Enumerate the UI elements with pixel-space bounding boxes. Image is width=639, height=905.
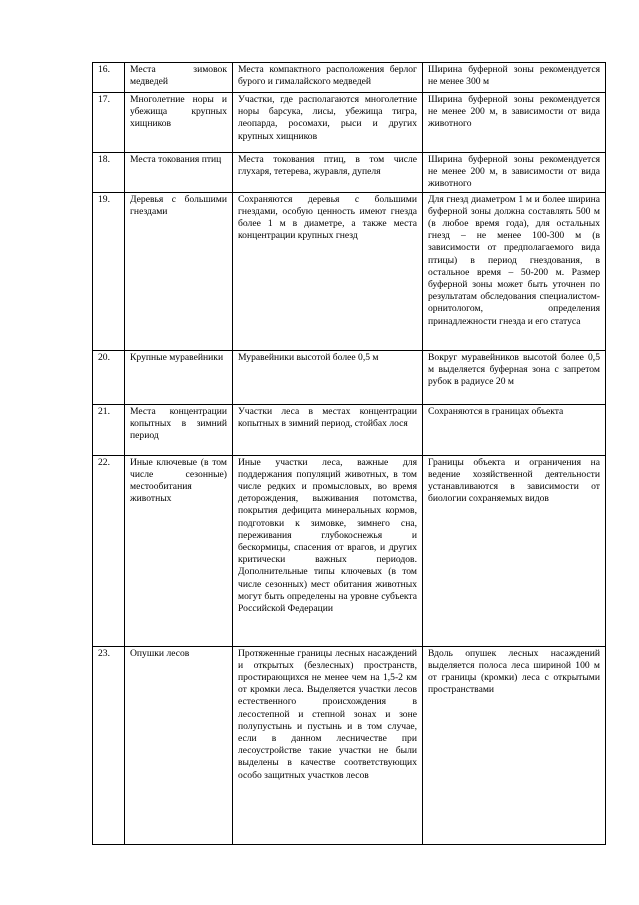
table-row bbox=[93, 63, 606, 93]
object-description: Места компактного расположения берлог бурого и гималайского медведей bbox=[233, 63, 423, 93]
buffer-zone-text: Ширина буферной зоны рекомендуется не менее 200 м, в зависимости от вида животного bbox=[423, 153, 606, 193]
row-number: 17. bbox=[93, 93, 125, 153]
object-name: Места зимовок медведей bbox=[125, 63, 233, 93]
table-row bbox=[93, 404, 606, 455]
table-row bbox=[93, 350, 606, 404]
object-name: Деревья с большими гнездами bbox=[125, 192, 233, 350]
object-name: Места концентрации копытных в зимний период bbox=[125, 404, 233, 455]
object-name: Места токования птиц bbox=[125, 153, 233, 193]
object-description: Муравейники высотой более 0,5 м bbox=[233, 350, 423, 404]
row-number: 22. bbox=[93, 455, 125, 646]
row-number: 20. bbox=[93, 350, 125, 404]
buffer-zone-text: Ширина буферной зоны рекомендуется не менее 300 м bbox=[423, 63, 606, 93]
object-description: Участки, где располагаются многолетние норы барсука, лисы, убежища тигра, леопарда, росомахи, рыси и других крупных хищников bbox=[233, 93, 423, 153]
object-description: Места токования птиц, в том числе глухаря, тетерева, журавля, дупеля bbox=[233, 153, 423, 193]
object-description: Протяженные границы лесных насаждений и открытых (безлесных) пространств, простирающихся не менее чем на 1,5-2 км от кромки леса. Выделяется участки лесов естественного происхождения в лесостепной и степной зонах и зоне полупустынь и пустынь и в том случае, если в данном лесничестве при лесоустройстве такие участки не были выделены в качестве соответствующих особо защитных участков лесов bbox=[233, 646, 423, 844]
table-row bbox=[93, 153, 606, 193]
buffer-zone-text: Ширина буферной зоны рекомендуется не менее 200 м, в зависимости от вида животного bbox=[423, 93, 606, 153]
table-row bbox=[93, 192, 606, 350]
row-number: 21. bbox=[93, 404, 125, 455]
object-name: Многолетние норы и убежища крупных хищников bbox=[125, 93, 233, 153]
table-body bbox=[93, 63, 606, 845]
object-name: Опушки лесов bbox=[125, 646, 233, 844]
row-number: 23. bbox=[93, 646, 125, 844]
row-number: 19. bbox=[93, 192, 125, 350]
row-number: 16. bbox=[93, 63, 125, 93]
table-row bbox=[93, 455, 606, 646]
object-description: Участки леса в местах концентрации копытных в зимний период, стойбах лося bbox=[233, 404, 423, 455]
row-number: 18. bbox=[93, 153, 125, 193]
table-row bbox=[93, 93, 606, 153]
object-description: Иные участки леса, важные для поддержания популяций животных, в том числе редких и промысловых, во время деторождения, выживания потомства, покрытия дефицита минеральных кормов, подготовки к зимовке, зимнего сна, переживания глубокоснежья и бескормицы, спасения от врагов, и других критически важных периодов. Дополнительные типы ключевых (в том числе сезонных) мест обитания животных могут быть определены на уровне субъекта Российской Федерации bbox=[233, 455, 423, 646]
table-row bbox=[93, 646, 606, 844]
protected-objects-table bbox=[92, 62, 606, 845]
buffer-zone-text: Границы объекта и ограничения на ведение хозяйственной деятельности устанавливаются в зависимости от биологии сохраняемых видов bbox=[423, 455, 606, 646]
buffer-zone-text: Сохраняются в границах объекта bbox=[423, 404, 606, 455]
object-name: Крупные муравейники bbox=[125, 350, 233, 404]
buffer-zone-text: Вокруг муравейников высотой более 0,5 м выделяется буферная зона с запретом рубок в радиусе 20 м bbox=[423, 350, 606, 404]
buffer-zone-text: Для гнезд диаметром 1 м и более ширина буферной зоны должна составлять 500 м (в любое время года), для остальных гнезд – не менее 100-300 м (в зависимости от предполагаемого вида птицы) в период гнездования, в остальное время – 50-200 м. Размер буферной зоны может быть уточнен по результатам обследования специалистом-орнитологом, определения принадлежности гнезда и его статуса bbox=[423, 192, 606, 350]
object-name: Иные ключевые (в том числе сезонные) местообитания животных bbox=[125, 455, 233, 646]
object-description: Сохраняются деревья с большими гнездами, особую ценность имеют гнезда более 1 м в диаметре, а также места концентрации крупных гнезд bbox=[233, 192, 423, 350]
buffer-zone-text: Вдоль опушек лесных насаждений выделяется полоса леса шириной 100 м от границы (кромки) леса с открытыми пространствами bbox=[423, 646, 606, 844]
